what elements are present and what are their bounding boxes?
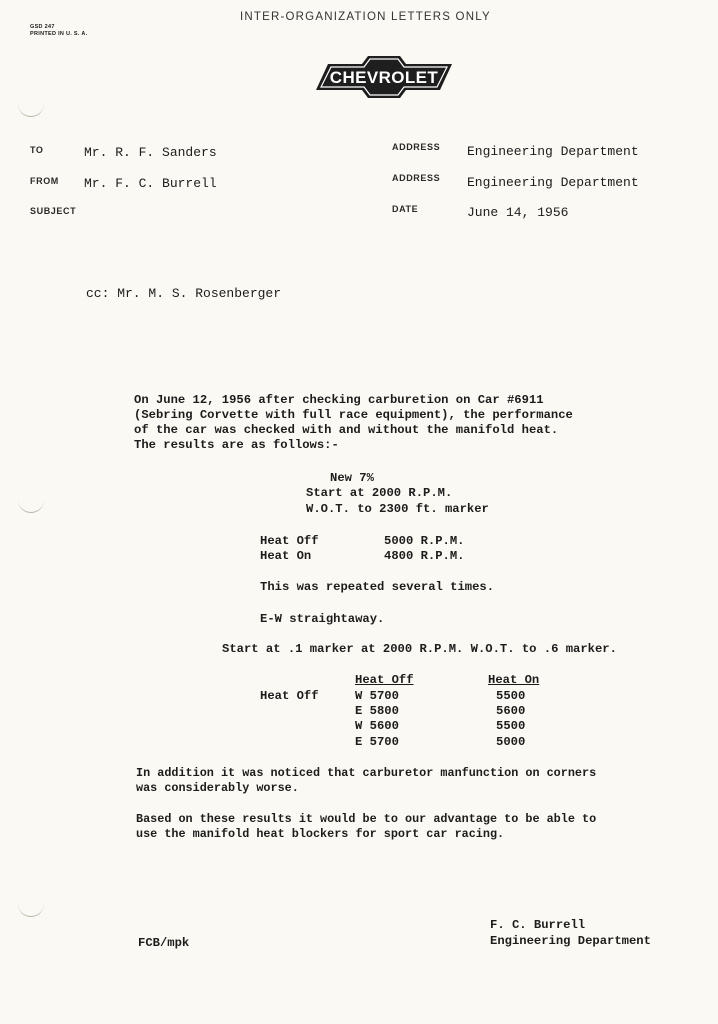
- to-label: TO: [30, 145, 44, 155]
- form-code: [30, 24, 87, 38]
- test1-row-label: Heat On: [260, 549, 312, 563]
- heat-off-value: W 5600: [355, 719, 399, 733]
- cc-line: cc: Mr. M. S. Rosenberger: [86, 286, 282, 301]
- signer-department: Engineering Department: [490, 934, 651, 948]
- test1-start: Start at 2000 R.P.M.: [306, 486, 453, 500]
- addition-line: In addition it was noticed that carburetor manfunction on corners: [136, 766, 597, 780]
- test2-start: Start at .1 marker at 2000 R.P.M. W.O.T. to .6 marker.: [222, 642, 617, 656]
- col-header-heat-on: Heat On: [488, 673, 540, 687]
- heat-off-value: E 5800: [355, 704, 399, 718]
- col-header-heat-off: Heat Off: [355, 673, 414, 687]
- intro-line: of the car was checked with and without the manifold heat.: [134, 423, 559, 437]
- subject-label: SUBJECT: [30, 206, 77, 216]
- heat-on-value: 5500: [496, 719, 526, 733]
- from-address-label: ADDRESS: [392, 173, 441, 183]
- intro-paragraph: [134, 393, 573, 453]
- heat-on-value: 5500: [496, 689, 526, 703]
- to-address-label: ADDRESS: [392, 142, 441, 152]
- to-address-value: Engineering Department: [467, 144, 639, 159]
- intro-line: (Sebring Corvette with full race equipment), the performance: [134, 408, 573, 422]
- conclusion-paragraph: [136, 812, 596, 842]
- test2-row-label: Heat Off: [260, 689, 319, 703]
- logo-wordmark: CHEVROLET: [329, 68, 439, 87]
- intro-line: On June 12, 1956 after checking carburetion on Car #6911: [134, 393, 544, 407]
- repeated-note: This was repeated several times.: [260, 580, 495, 594]
- addition-paragraph: [136, 766, 596, 796]
- heat-on-value: 5600: [496, 704, 526, 718]
- test1-row-value: 5000 R.P.M.: [384, 534, 465, 548]
- signer-name: F. C. Burrell: [490, 918, 586, 932]
- straightaway-note: E-W straightaway.: [260, 612, 385, 626]
- binder-hole-middle: [18, 500, 44, 513]
- chevrolet-logo: [312, 54, 456, 100]
- test1-wot: W.O.T. to 2300 ft. marker: [306, 502, 489, 516]
- from-address-value: Engineering Department: [467, 175, 639, 190]
- test1-row-label: Heat Off: [260, 534, 319, 548]
- heat-off-value: W 5700: [355, 689, 399, 703]
- heat-on-value: 5000: [496, 735, 526, 749]
- conclusion-line: use the manifold heat blockers for sport car racing.: [136, 827, 505, 841]
- printed-in-usa: PRINTED IN U. S. A.: [30, 31, 88, 37]
- test1-row-value: 4800 R.P.M.: [384, 549, 465, 563]
- form-code-number: GSD 247: [30, 24, 55, 30]
- heat-off-value: E 5700: [355, 735, 399, 749]
- binder-hole-bottom: [18, 904, 44, 917]
- date-value: June 14, 1956: [467, 205, 569, 220]
- typist-initials: FCB/mpk: [138, 936, 190, 950]
- binder-hole-top: [18, 104, 44, 117]
- conclusion-line: Based on these results it would be to our advantage to be able to: [136, 812, 597, 826]
- addition-line: was considerably worse.: [136, 781, 299, 795]
- to-value: Mr. R. F. Sanders: [84, 145, 217, 160]
- test1-condition: New 7%: [330, 471, 374, 485]
- from-label: FROM: [30, 176, 59, 186]
- date-label: DATE: [392, 204, 419, 214]
- intro-line: The results are as follows:-: [134, 438, 339, 452]
- banner: INTER-ORGANIZATION LETTERS ONLY: [240, 11, 491, 23]
- from-value: Mr. F. C. Burrell: [84, 176, 217, 191]
